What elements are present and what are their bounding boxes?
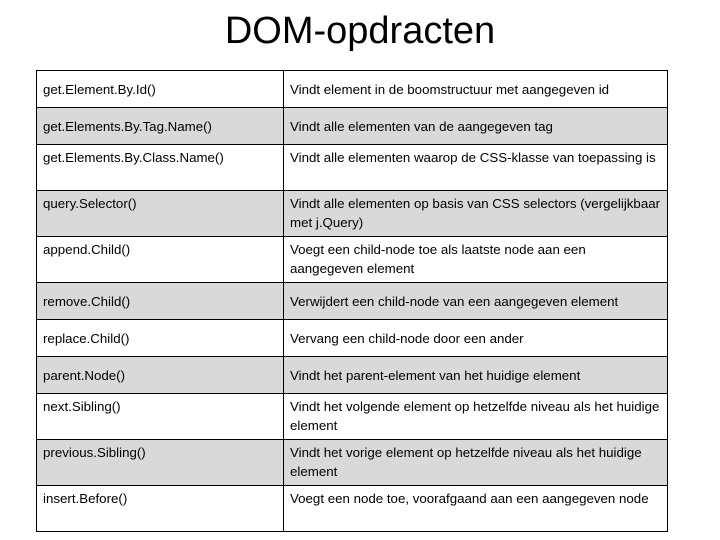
- table-row: [37, 394, 668, 440]
- method-cell: get.Element.By.Id(): [37, 71, 284, 108]
- table-row: [37, 357, 668, 394]
- description-cell: Vindt alle elementen van de aangegeven tag: [284, 108, 668, 145]
- description-cell: Voegt een node toe, voorafgaand aan een aangegeven node: [284, 486, 668, 532]
- table-row: [37, 320, 668, 357]
- description-cell: Voegt een child-node toe als laatste node aan een aangegeven element: [284, 237, 668, 283]
- description-cell: Vindt element in de boomstructuur met aangegeven id: [284, 71, 668, 108]
- method-cell: append.Child(): [37, 237, 284, 283]
- dom-methods-table: [36, 70, 668, 532]
- table-row: [37, 237, 668, 283]
- description-cell: Vindt alle elementen op basis van CSS selectors (vergelijkbaar met j.Query): [284, 191, 668, 237]
- description-cell: Vindt het parent-element van het huidige element: [284, 357, 668, 394]
- table-row: [37, 71, 668, 108]
- table-row: [37, 108, 668, 145]
- description-cell: Vervang een child-node door een ander: [284, 320, 668, 357]
- method-cell: query.Selector(): [37, 191, 284, 237]
- table-row: [37, 283, 668, 320]
- description-cell: Verwijdert een child-node van een aangegeven element: [284, 283, 668, 320]
- method-cell: remove.Child(): [37, 283, 284, 320]
- method-cell: previous.Sibling(): [37, 440, 284, 486]
- table-row: [37, 191, 668, 237]
- method-cell: replace.Child(): [37, 320, 284, 357]
- page-title: DOM-opdracten: [224, 10, 496, 52]
- description-cell: Vindt alle elementen waarop de CSS-klasse van toepassing is: [284, 145, 668, 191]
- method-cell: insert.Before(): [37, 486, 284, 532]
- table-row: [37, 145, 668, 191]
- table-row: [37, 486, 668, 532]
- description-cell: Vindt het volgende element op hetzelfde niveau als het huidige element: [284, 394, 668, 440]
- table-row: [37, 440, 668, 486]
- method-cell: get.Elements.By.Tag.Name(): [37, 108, 284, 145]
- method-cell: next.Sibling(): [37, 394, 284, 440]
- method-cell: get.Elements.By.Class.Name(): [37, 145, 284, 191]
- method-cell: parent.Node(): [37, 357, 284, 394]
- description-cell: Vindt het vorige element op hetzelfde niveau als het huidige element: [284, 440, 668, 486]
